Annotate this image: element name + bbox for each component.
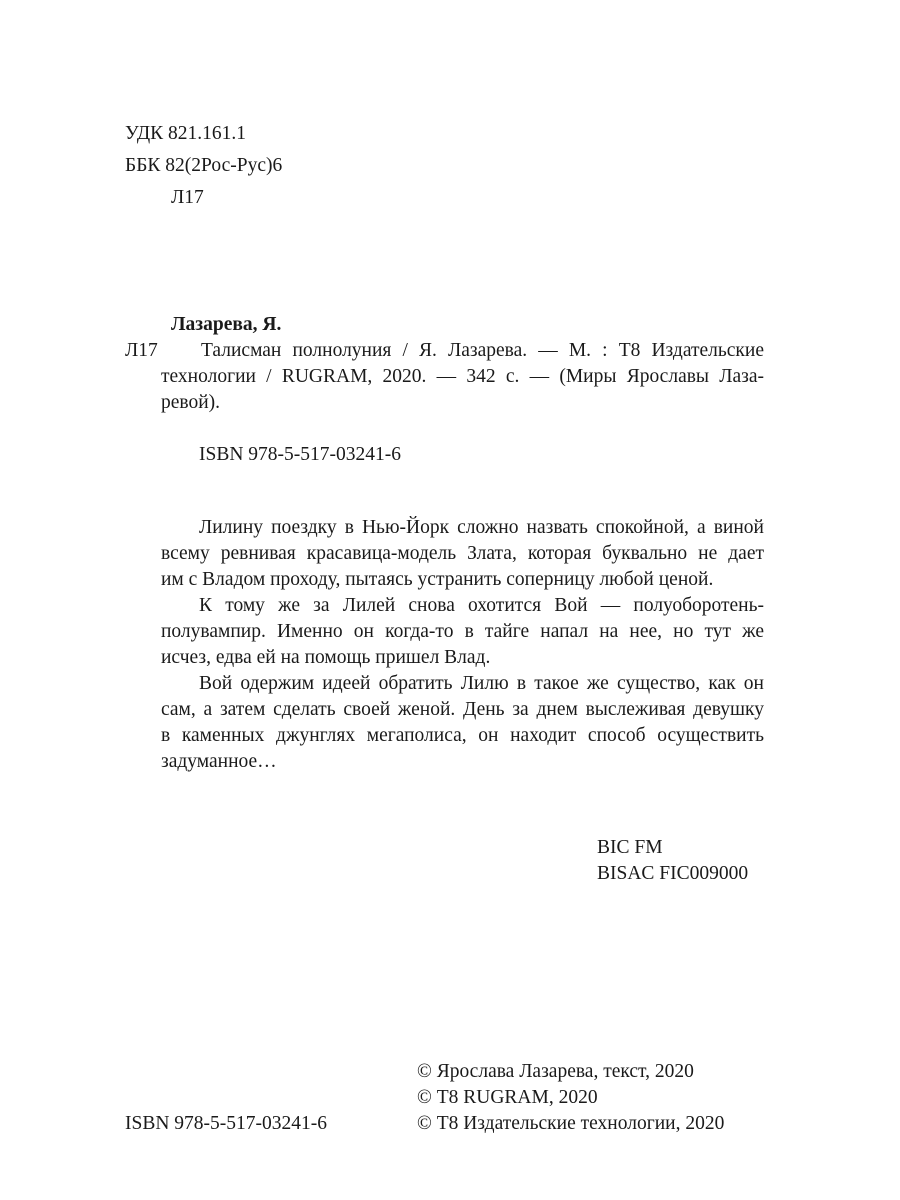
udk-code: УДК 821.161.1	[125, 123, 247, 144]
annotation-line: им с Владом проходу, пытаясь устранить соперницу любой ценой.	[161, 569, 714, 590]
annotation-line: задуманное…	[161, 751, 277, 772]
annotation-line: К тому же за Лилей снова охотится Вой — полуоборотень-	[199, 595, 764, 616]
bic-code: BIC FM	[597, 837, 663, 858]
annotation-line: Лилину поездку в Нью-Йорк сложно назвать спокойной, а виной	[199, 517, 764, 538]
annotation-line: Вой одержим идеей обратить Лилю в такое же существо, как он	[199, 673, 764, 694]
copyright-line: © Т8 RUGRAM, 2020	[417, 1087, 598, 1108]
record-author: Лазарева, Я.	[171, 314, 282, 335]
annotation-line: всему ревнивая красавица-модель Злата, которая буквально не дает	[161, 543, 764, 564]
annotation-line: исчез, едва ей на помощь пришел Влад.	[161, 647, 491, 668]
record-cutter-mark: Л17	[125, 340, 158, 361]
annotation	[161, 518, 764, 778]
annotation-line: полувампир. Именно он когда-то в тайге напал на нее, но тут же	[161, 621, 764, 642]
annotation-line: в каменных джунглях мегаполиса, он находит способ осуществить	[161, 725, 764, 746]
description-line: технологии / RUGRAM, 2020. — 342 с. — (Миры Ярославы Лаза-	[161, 366, 764, 387]
bisac-code: BISAC FIC009000	[597, 863, 749, 884]
description-line: ревой).	[161, 392, 221, 413]
copyright-line: © Т8 Издательские технологии, 2020	[417, 1113, 725, 1134]
footer-isbn: ISBN 978-5-517-03241-6	[125, 1113, 328, 1134]
bbk-code: ББК 82(2Рос-Рус)6	[125, 155, 283, 176]
bibliographic-description	[161, 341, 764, 419]
record-isbn: ISBN 978-5-517-03241-6	[199, 444, 402, 465]
copyright-line: © Ярослава Лазарева, текст, 2020	[417, 1061, 694, 1082]
cutter-mark: Л17	[171, 187, 204, 208]
annotation-line: сам, а затем сделать своей женой. День за днем выслеживая девушку	[161, 699, 764, 720]
description-line: Талисман полнолуния / Я. Лазарева. — М. : Т8 Издательские	[201, 340, 764, 361]
